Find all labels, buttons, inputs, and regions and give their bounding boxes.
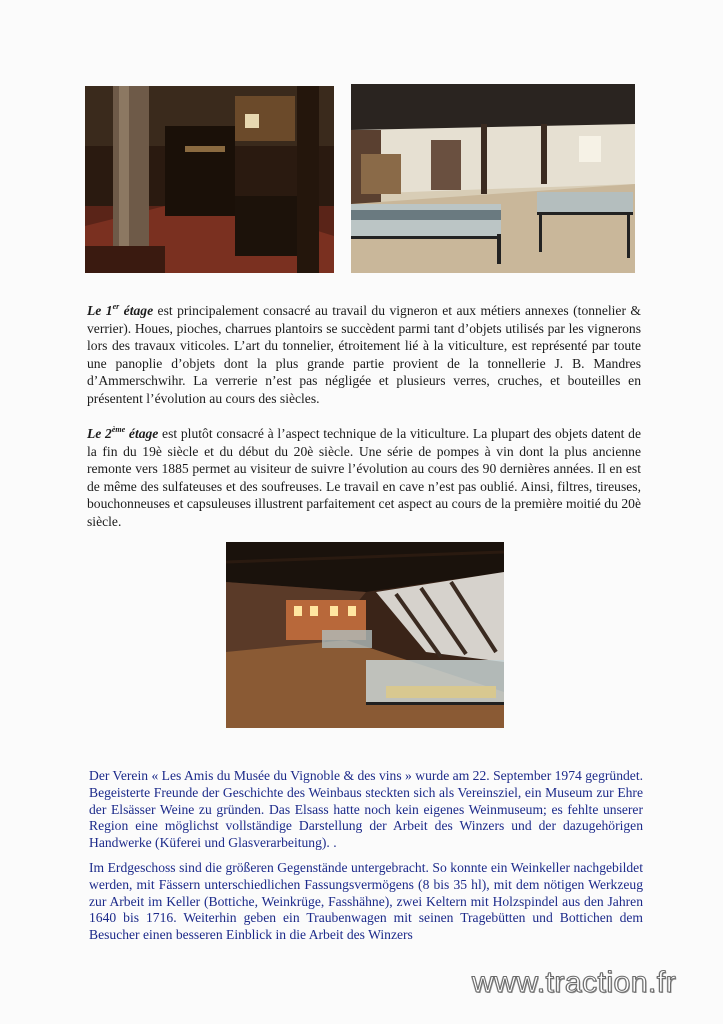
watermark: www.traction.fr	[472, 966, 677, 999]
first-floor-heading-word: étage	[119, 303, 154, 318]
first-floor-body: est principalement consacré au travail du vigneron et aux métiers annexes (tonnelier & verrier). Houes, pioches, charrues plantoirs se succèdent parmi tant d’objets utilisés par les vignerons lors des travaux viticoles. L’art du tonnelier, étroitement lié à la viticulture, est représenté par toute une panoplie d’objets dont la plus grande partie provient de la tonnellerie J. B. Mandres d’Ammerschwihr. La verrerie n’est pas négligée et plusieurs verres, cruches, et bouteilles en présentent l’évolution au cours des siècles.	[87, 303, 641, 406]
first-floor-heading	[87, 303, 153, 318]
second-floor-paragraph	[87, 425, 641, 531]
german-paragraph-1: Der Verein « Les Amis du Musée du Vignoble & des vins » wurde am 22. September 1974 gegründet. Begeisterte Freunde der Geschichte des Weinbaus steckten sich als Vereinsziel, ein Museum zur Ehre der Elsässer Weine zu gründen. Das Elsass hatte noch kein eigenes Weinmuseum; es fehlte unserer Region eine möglichst vollständige Darstellung der Arbeit des Winzers und der dazugehörigen Handwerke (Küferei und Glasverarbeitung). .	[89, 768, 643, 851]
second-floor-heading-text: Le 2	[87, 426, 112, 441]
second-floor-heading-word: étage	[125, 426, 159, 441]
museum-first-floor-photo-2	[351, 84, 635, 273]
second-floor-body: est plutôt consacré à l’aspect technique de la viticulture. La plupart des objets datent de la fin du 19è siècle et du début du 20è siècle. Une série de pompes à vin dont la plus ancienne remonte vers 1885 permet au visiteur de suivre l’évolution au cours des 90 dernières années. Il en est de même des sulfateuses et des soufreuses. Le travail en cave n’est pas oublié. Ainsi, filtres, tireuses, bouchonneuses et capsuleuses illustrent parfaitement cet aspect au cours de la première moitié du 20è siècle.	[87, 426, 641, 529]
first-floor-heading-text: Le 1	[87, 303, 113, 318]
museum-attic-photo	[226, 542, 504, 728]
museum-first-floor-photo-1	[85, 86, 334, 273]
first-floor-heading-sup: er	[112, 302, 120, 311]
german-paragraph-2: Im Erdgeschoss sind die größeren Gegenstände untergebracht. So konnte ein Weinkeller nachgebildet werden, mit Fässern unterschiedlichen Fassungsvermögens (8 bis 35 hl), mit dem nötigen Werkzeug zur Arbeit im Keller (Bottiche, Weinkrüge, Fasshähne), zwei Keltern mit Holzspindel aus den Jahren 1640 bis 1716. Weiterhin geben ein Traubenwagen mit seinen Tragebütten und Bottichen dem Besucher einen besseren Einblick in die Arbeit des Winzers	[89, 860, 643, 943]
first-floor-paragraph	[87, 302, 641, 408]
second-floor-heading-sup: ème	[111, 425, 126, 434]
second-floor-heading	[87, 426, 158, 441]
